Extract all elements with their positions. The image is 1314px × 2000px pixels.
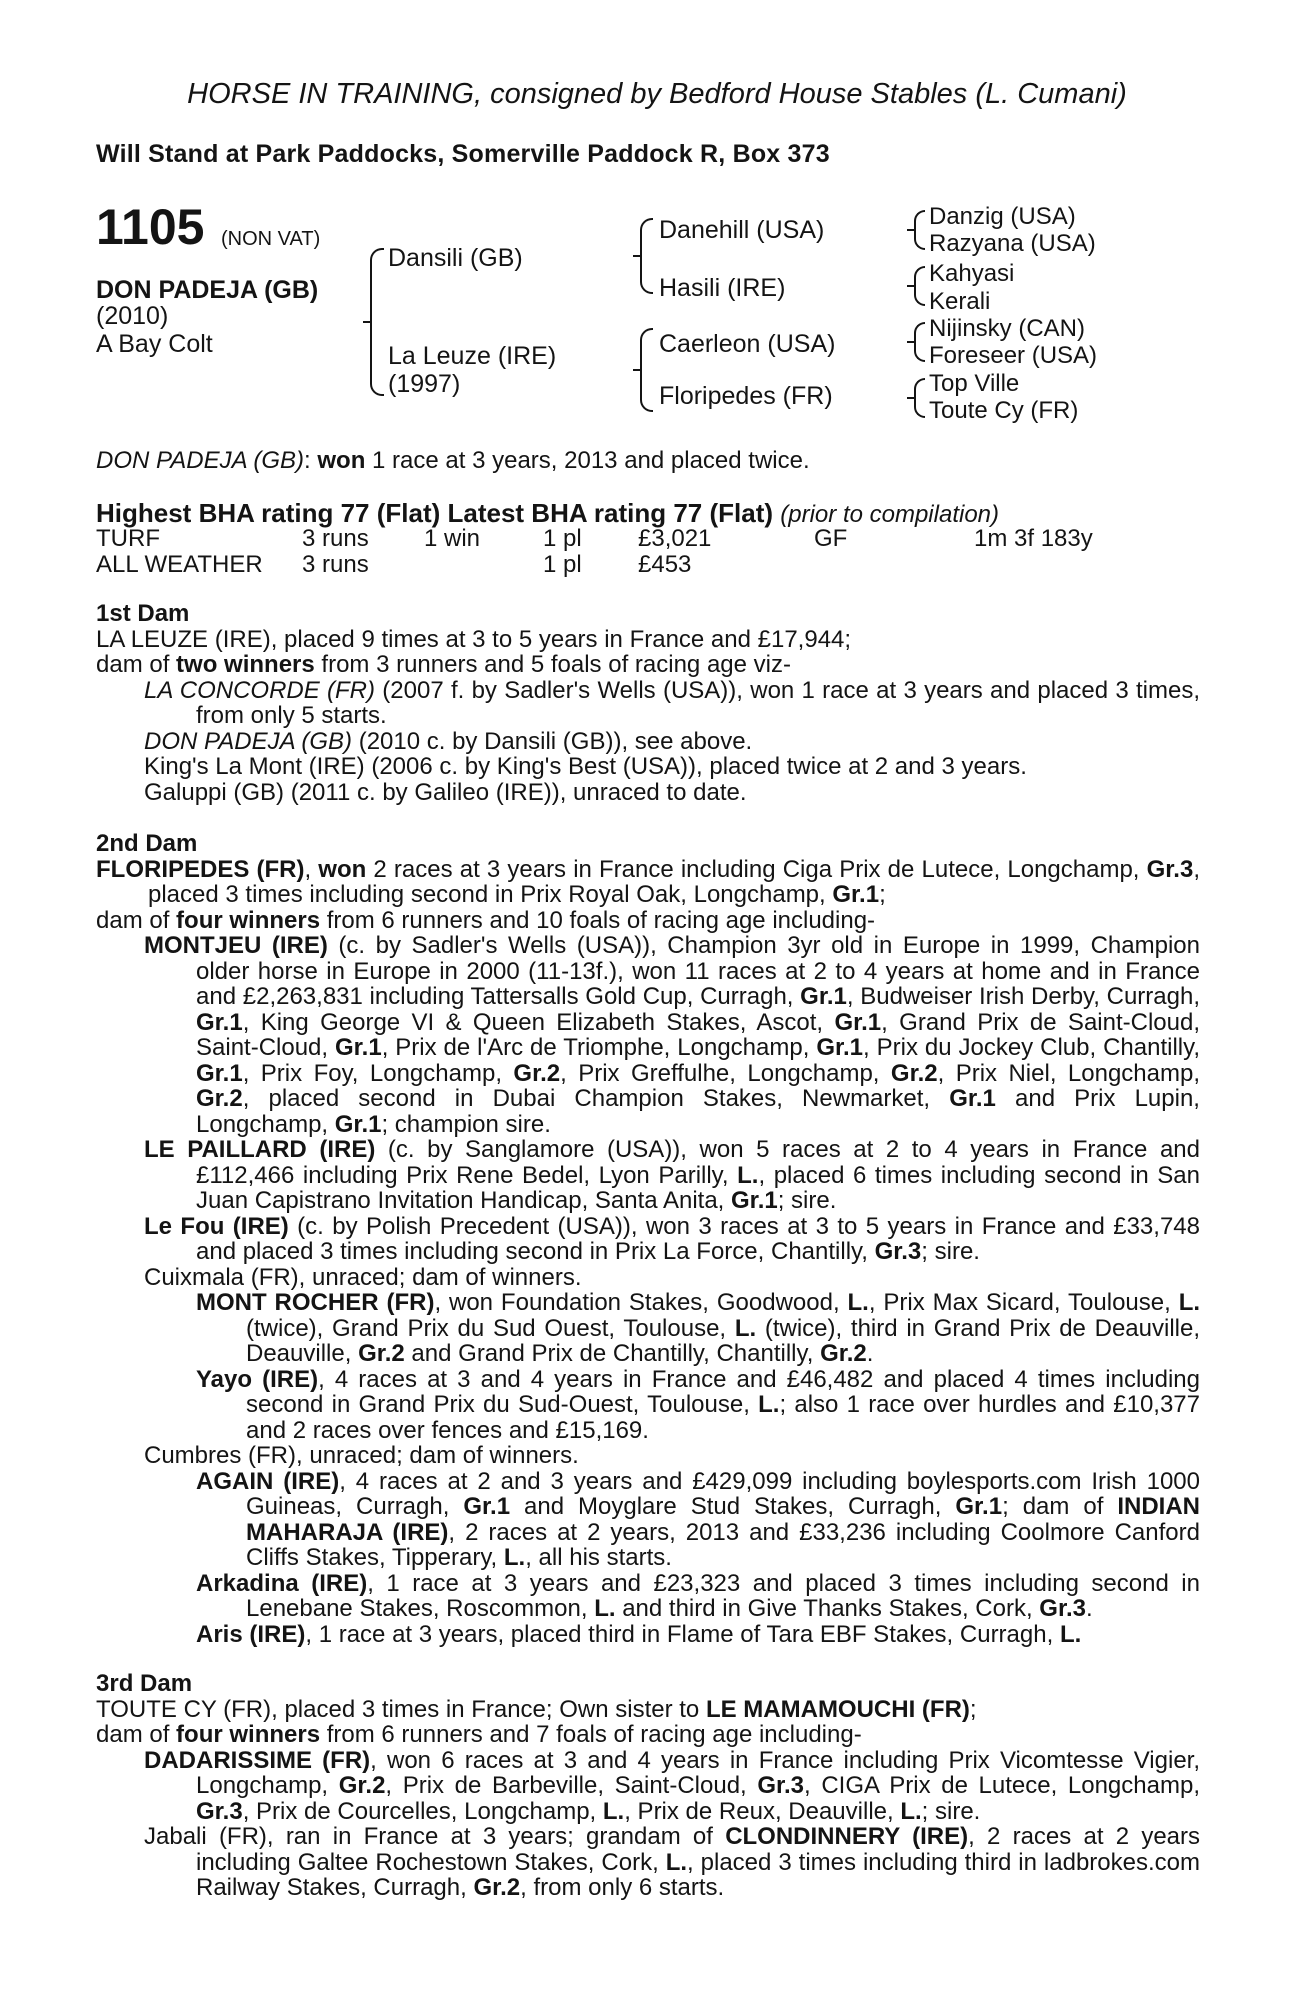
sire-sire-name: Danehill (USA) xyxy=(659,216,825,244)
produce-dadarissime: DADARISSIME (FR), won 6 races at 3 and 4 years in France including Prix Vicomtesse Vigier, Longchamp, Gr.2, Prix de Barbeville, Saint-Cloud, Gr.3, CIGA Prix de Lutece, Longchamp, Gr.3, Prix de Courcelles, Longchamp, L., Prix de Reux, Deauville, L.; sire. xyxy=(144,1746,1200,1825)
foaling-year: (2010) xyxy=(96,302,169,330)
record-placed-aw: 1 pl xyxy=(543,551,582,578)
toute-cy-produce-intro: dam of four winners from 6 runners and 7 foals of racing age including- xyxy=(96,1721,862,1748)
produce-cumbres: Cumbres (FR), unraced; dam of winners. xyxy=(144,1442,579,1469)
produce-mont-rocher: MONT ROCHER (FR), won Foundation Stakes, Goodwood, L., Prix Max Sicard, Toulouse, L. (twice), Grand Prix du Sud Ouest, Toulouse, L. (twice), third in Grand Prix de Deauville, Deauville, Gr.2 and Grand Prix de Chantilly, Chantilly, Gr.2. xyxy=(196,1289,1201,1367)
produce-don-padeja: DON PADEJA (GB) (2010 c. by Dansili (GB)), see above. xyxy=(144,727,753,755)
produce-aris: Aris (IRE), 1 race at 3 years, placed third in Flame of Tara EBF Stakes, Curragh, L. xyxy=(196,1620,1082,1648)
pedigree-bracket-5 xyxy=(914,266,925,306)
stand-location: Will Stand at Park Paddocks, Somerville Paddock R, Box 373 xyxy=(96,140,830,168)
record-money-turf: £3,021 xyxy=(638,525,712,552)
produce-kings-la-mont: King's La Mont (IRE) (2006 c. by King's Best (USA)), placed twice at 2 and 3 years. xyxy=(144,753,1027,780)
pedigree-bracket-7 xyxy=(914,378,925,418)
race-summary: DON PADEJA (GB): won 1 race at 3 years, 2013 and placed twice. xyxy=(96,447,810,474)
record-placed-turf: 1 pl xyxy=(543,525,582,552)
produce-jabali: Jabali (FR), ran in France at 3 years; grandam of CLONDINNERY (IRE), 2 races at 2 years including Galtee Rochestown Stakes, Cork, L., placed 3 times including third in ladbrokes.com Railway Stakes, Curragh, Gr.2, from only 6 starts. xyxy=(144,1823,1200,1901)
g4-2: Razyana (USA) xyxy=(929,230,1096,257)
third-dam-section xyxy=(96,1671,1200,1901)
pedigree-bracket-3 xyxy=(640,328,653,412)
produce-yayo: Yayo (IRE), 4 races at 3 and 4 years in France and £46,482 and placed 4 times including second in Grand Prix du Sud-Ouest, Toulouse, L.; also 1 race over hurdles and £10,377 and 2 races over fences and £15,169. xyxy=(196,1365,1200,1444)
first-dam-heading: 1st Dam xyxy=(96,600,190,627)
produce-again: AGAIN (IRE), 4 races at 2 and 3 years and £429,099 including boylesports.com Irish 1000 Guineas, Curragh, Gr.1 and Moyglare Stud Stakes, Curragh, Gr.1; dam of INDIAN MAHARAJA (IRE), 2 races at 2 years, 2013 and £33,236 including Coolmore Canford Cliffs Stakes, Tipperary, L., all his starts. xyxy=(196,1467,1201,1571)
dam-dam-name: Floripedes (FR) xyxy=(659,382,833,410)
g4-1: Danzig (USA) xyxy=(929,203,1076,230)
produce-le-fou: Le Fou (IRE) (c. by Polish Precedent (USA)), won 3 races at 3 to 5 years in France and £33,748 and placed 3 times including second in Prix La Force, Chantilly, Gr.3; sire. xyxy=(144,1212,1200,1265)
horse-description: A Bay Colt xyxy=(96,330,213,358)
g4-7: Top Ville xyxy=(929,370,1020,397)
first-dam-produce-intro: dam of two winners from 3 runners and 5 foals of racing age viz- xyxy=(96,651,791,678)
produce-montjeu: MONTJEU (IRE) (c. by Sadler's Wells (USA)), Champion 3yr old in Europe in 1999, Champion older horse in Europe in 2000 (11-13f.), won 11 races at 2 to 4 years at home and in France and £2,263,831 including Tattersalls Gold Cup, Curragh, Gr.1, Budweiser Irish Derby, Curragh, Gr.1, King George VI & Queen Elizabeth Stakes, Ascot, Gr.1, Grand Prix de Saint-Cloud, Saint-Cloud, Gr.1, Prix de l'Arc de Triomphe, Longchamp, Gr.1, Prix du Jockey Club, Chantilly, Gr.1, Prix Foy, Longchamp, Gr.2, Prix Greffulhe, Longchamp, Gr.2, Prix Niel, Longchamp, Gr.2, placed second in Dubai Champion Stakes, Newmarket, Gr.1 and Prix Lupin, Longchamp, Gr.1; champion sire. xyxy=(144,932,1201,1138)
record-going-turf: GF xyxy=(814,525,848,552)
toute-cy-record: TOUTE CY (FR), placed 3 times in France; Own sister to LE MAMAMOUCHI (FR); xyxy=(96,1695,977,1723)
sire-name: Dansili (GB) xyxy=(388,244,523,272)
pedigree-bracket-6 xyxy=(914,322,925,362)
g4-6: Foreseer (USA) xyxy=(929,342,1098,369)
page-header: HORSE IN TRAINING, consigned by Bedford House Stables (L. Cumani) xyxy=(187,78,1127,110)
floripedes-produce-intro: dam of four winners from 6 runners and 10 foals of racing age including- xyxy=(96,906,876,934)
pedigree-bracket-1 xyxy=(370,248,384,396)
lot-number: 1105 xyxy=(96,199,205,255)
g4-8: Toute Cy (FR) xyxy=(929,397,1079,424)
produce-cuixmala: Cuixmala (FR), unraced; dam of winners. xyxy=(144,1263,582,1291)
record-distance-turf: 1m 3f 183y xyxy=(974,525,1093,552)
g4-4: Kerali xyxy=(929,288,991,315)
dam-year: (1997) xyxy=(388,370,461,398)
second-dam-heading: 2nd Dam xyxy=(96,830,198,857)
record-money-aw: £453 xyxy=(638,551,692,578)
first-dam-line: LA LEUZE (IRE), placed 9 times at 3 to 5 years in France and £17,944; xyxy=(96,625,852,653)
produce-le-paillard: LE PAILLARD (IRE) (c. by Sanglamore (USA)), won 5 races at 2 to 4 years in France and £112,466 including Prix Rene Bedel, Lyon Parilly, L., placed 6 times including second in San Juan Capistrano Invitation Handicap, Santa Anita, Gr.1; sire. xyxy=(144,1136,1200,1214)
pedigree-bracket-4 xyxy=(914,210,925,250)
produce-galuppi: Galuppi (GB) (2011 c. by Galileo (IRE)), unraced to date. xyxy=(144,778,747,806)
record-wins-turf: 1 win xyxy=(424,525,481,552)
third-dam-heading: 3rd Dam xyxy=(96,1670,193,1697)
dam-sire-name: Caerleon (USA) xyxy=(659,330,836,358)
record-runs-aw: 3 runs xyxy=(302,551,369,578)
record-surface-turf: TURF xyxy=(96,525,160,552)
dam-name: La Leuze (IRE) xyxy=(388,342,557,370)
floripedes-record: FLORIPEDES (FR), won 2 races at 3 years in France including Ciga Prix de Lutece, Longchamp, Gr.3, placed 3 times including second in Prix Royal Oak, Longchamp, Gr.1; xyxy=(96,855,1200,908)
g4-5: Nijinsky (CAN) xyxy=(929,315,1085,342)
second-dam-section xyxy=(96,831,1200,1647)
horse-name: DON PADEJA (GB) xyxy=(96,276,319,304)
first-dam-section xyxy=(96,601,1200,805)
bha-rating: Highest BHA rating 77 (Flat) Latest BHA rating 77 (Flat) (prior to compilation) xyxy=(96,498,1000,528)
produce-la-concorde: LA CONCORDE (FR) (2007 f. by Sadler's Wells (USA)), won 1 race at 3 years and placed 3 times, from only 5 starts. xyxy=(144,676,1201,729)
pedigree-bracket-2 xyxy=(640,218,653,294)
record-surface-aw: ALL WEATHER xyxy=(96,551,263,578)
g4-3: Kahyasi xyxy=(929,260,1015,287)
sire-dam-name: Hasili (IRE) xyxy=(659,274,786,302)
record-runs-turf: 3 runs xyxy=(302,525,369,552)
produce-arkadina: Arkadina (IRE), 1 race at 3 years and £23,323 and placed 3 times including second in Lenebane Stakes, Roscommon, L. and third in Give Thanks Stakes, Cork, Gr.3. xyxy=(196,1569,1200,1622)
vat-status: (NON VAT) xyxy=(221,228,321,250)
